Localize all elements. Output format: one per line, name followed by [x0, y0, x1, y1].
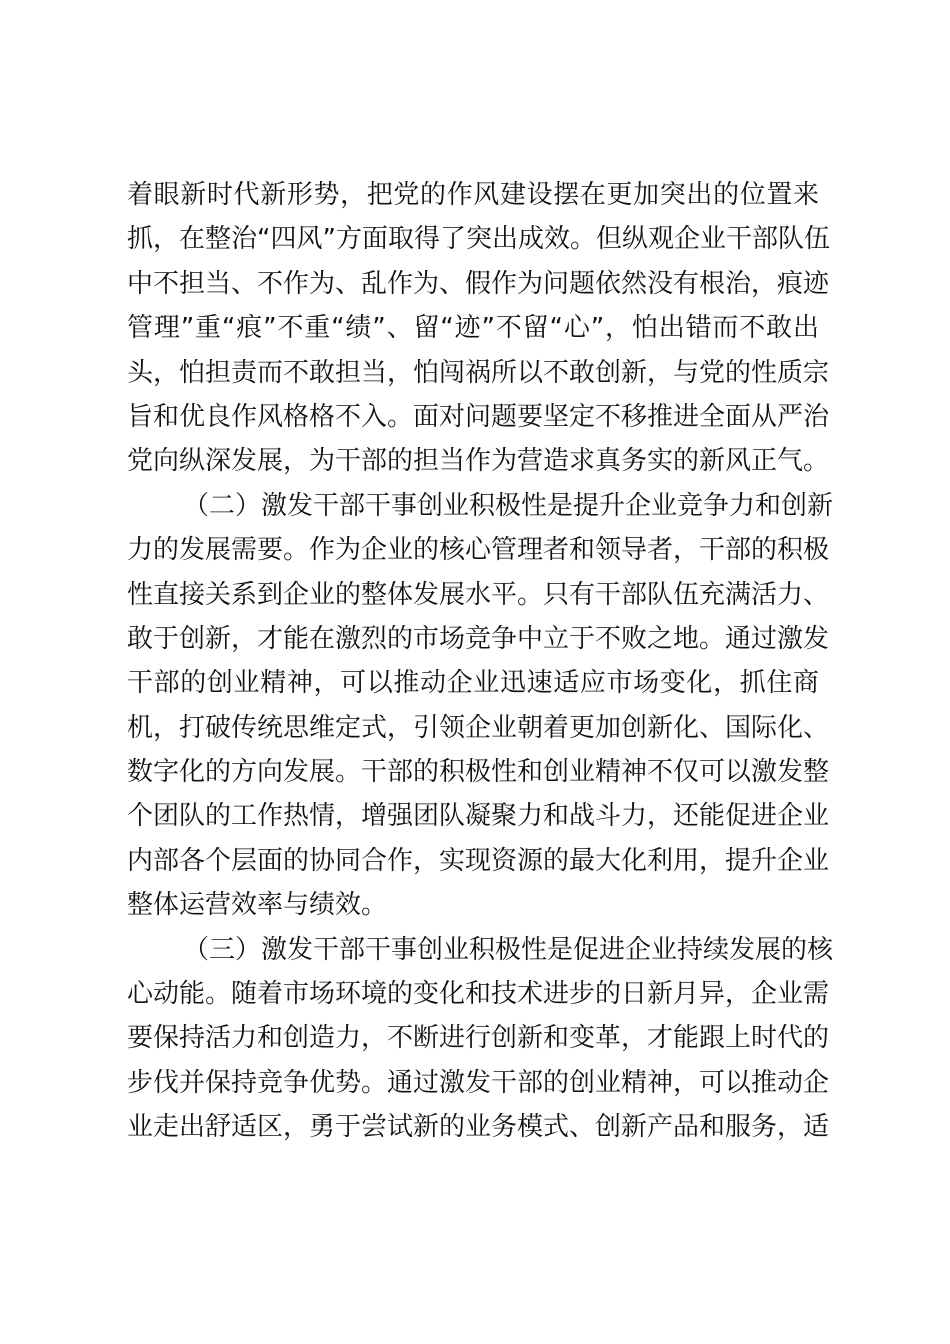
text-line: 性直接关系到企业的整体发展水平。只有干部队伍充满活力、	[127, 579, 830, 610]
text-line: （二）激发干部干事创业积极性是提升企业竞争力和创新	[183, 490, 834, 521]
text-line: 敢于创新，才能在激烈的市场竞争中立于不败之地。通过激发	[127, 623, 830, 654]
text-line: 要保持活力和创造力，不断进行创新和变革，才能跟上时代的	[127, 1023, 830, 1054]
text-line: 内部各个层面的协同合作，实现资源的最大化利用，提升企业	[127, 845, 830, 876]
text-line: （三）激发干部干事创业积极性是促进企业持续发展的核	[183, 934, 834, 965]
text-line: 管理”重“痕”不重“绩”、留“迹”不留“心”，怕出错而不敢出	[127, 313, 819, 344]
body-text	[127, 173, 834, 1150]
text-line: 头，怕担责而不敢担当，怕闯祸所以不敢创新，与党的性质宗	[127, 357, 830, 388]
text-line: 党向纵深发展，为干部的担当作为营造求真务实的新风正气。	[127, 446, 830, 477]
text-line: 机，打破传统思维定式，引领企业朝着更加创新化、国际化、	[127, 712, 830, 743]
text-line: 抓，在整治“四风”方面取得了突出成效。但纵观企业干部队伍	[127, 224, 830, 255]
text-line: 着眼新时代新形势，把党的作风建设摆在更加突出的位置来	[127, 180, 819, 210]
text-line: 中不担当、不作为、乱作为、假作为问题依然没有根治，痕迹	[127, 268, 830, 299]
text-line: 整体运营效率与绩效。	[127, 890, 388, 921]
text-line: 业走出舒适区，勇于尝试新的业务模式、创新产品和服务，适	[127, 1112, 830, 1143]
text-line: 个团队的工作热情，增强团队凝聚力和战斗力，还能促进企业	[127, 801, 830, 832]
text-line: 干部的创业精神，可以推动企业迅速适应市场变化，抓住商	[127, 668, 819, 699]
text-line: 数字化的方向发展。干部的积极性和创业精神不仅可以激发整	[127, 757, 830, 788]
text-line: 力的发展需要。作为企业的核心管理者和领导者，干部的积极	[127, 535, 830, 566]
text-line: 旨和优良作风格格不入。面对问题要坚定不移推进全面从严治	[127, 401, 830, 432]
text-line: 步伐并保持竞争优势。通过激发干部的创业精神，可以推动企	[127, 1067, 830, 1098]
text-line: 心动能。随着市场环境的变化和技术进步的日新月异，企业需	[127, 979, 830, 1010]
